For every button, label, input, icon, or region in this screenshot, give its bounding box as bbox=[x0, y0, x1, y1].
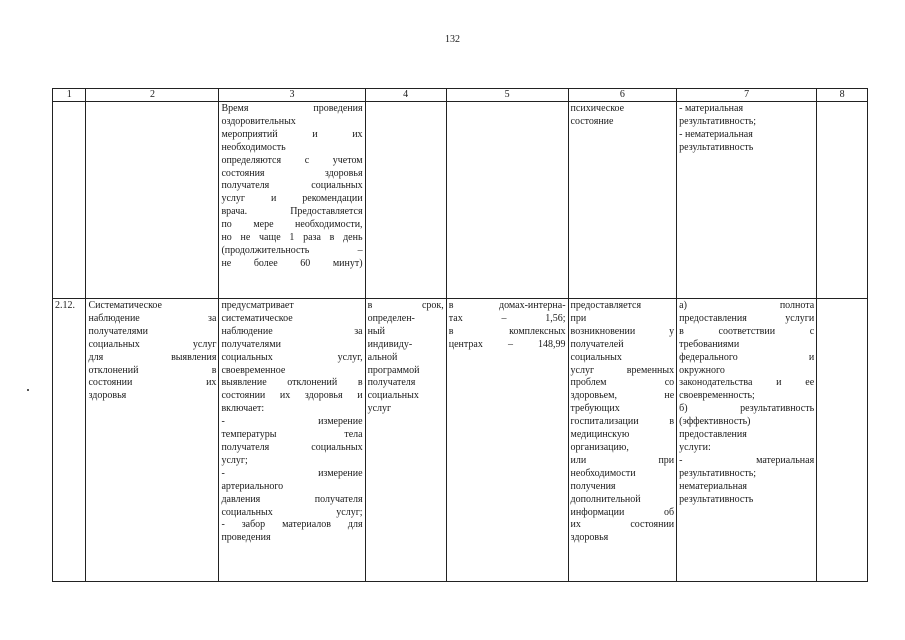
column-header: 4 bbox=[365, 89, 446, 102]
cell-word: определяются bbox=[221, 154, 282, 166]
cell-word: комплексных bbox=[509, 325, 566, 337]
cell-text-line bbox=[571, 416, 675, 429]
cell-text-line bbox=[679, 352, 814, 365]
cell-text-line bbox=[221, 245, 362, 258]
cell-text-line: психическое bbox=[570, 103, 625, 114]
cell-text-line: окружного bbox=[679, 364, 725, 376]
cell-text-line bbox=[221, 232, 362, 245]
cell-word: проблем bbox=[570, 377, 607, 389]
cell-text-line bbox=[679, 455, 814, 468]
cell-text-line bbox=[88, 313, 216, 326]
cell-word: со bbox=[664, 377, 675, 389]
cell-text-line: систематическое bbox=[221, 312, 293, 324]
cell-word: давления bbox=[221, 493, 261, 505]
cell-notes bbox=[817, 102, 868, 299]
cell-word: в bbox=[367, 300, 373, 311]
cell-word: 1 bbox=[289, 232, 295, 244]
cell-text-line bbox=[679, 403, 814, 416]
column-header: 8 bbox=[817, 89, 868, 102]
cell-number: 2.12. bbox=[53, 299, 86, 582]
services-table bbox=[52, 88, 868, 582]
cell-word: услуги bbox=[785, 312, 815, 324]
cell-text-line: медицинскую bbox=[570, 429, 630, 441]
cell-conditions bbox=[568, 102, 677, 299]
cell-word: не bbox=[664, 390, 675, 402]
cell-text-line bbox=[449, 313, 566, 326]
cell-word: мероприятий bbox=[221, 128, 278, 140]
cell-word: при bbox=[658, 454, 675, 466]
cell-word: об bbox=[664, 506, 675, 518]
cell-tariff bbox=[446, 299, 568, 582]
cell-word: измерение bbox=[318, 416, 363, 428]
cell-text-line: услуг bbox=[367, 403, 392, 415]
cell-word: - bbox=[221, 467, 225, 479]
cell-text-line bbox=[221, 390, 362, 403]
cell-word: ее bbox=[805, 377, 815, 389]
cell-word: здоровьем, bbox=[570, 390, 617, 402]
cell-word: результативность bbox=[740, 403, 815, 415]
column-header: 3 bbox=[219, 89, 365, 102]
cell-text-line bbox=[221, 180, 362, 193]
cell-tariff bbox=[446, 102, 568, 299]
cell-word: их bbox=[206, 377, 217, 389]
cell-word: в bbox=[669, 416, 675, 428]
cell-word: Время bbox=[221, 103, 249, 114]
cell-word: состоянии bbox=[88, 377, 133, 389]
cell-text-line bbox=[221, 507, 362, 520]
cell-word: за bbox=[354, 325, 363, 337]
cell-word: отклонений bbox=[287, 377, 338, 389]
cell-word: забор bbox=[241, 519, 266, 531]
cell-indicators bbox=[677, 299, 817, 582]
cell-text-line: Систематическое bbox=[88, 300, 162, 311]
cell-text-line bbox=[368, 300, 444, 313]
cell-word: домах-интерна- bbox=[498, 300, 566, 311]
cell-word: минут) bbox=[332, 257, 363, 269]
cell-word: измерение bbox=[318, 467, 363, 479]
cell-word: и bbox=[357, 390, 363, 402]
cell-word: услуг bbox=[192, 338, 217, 350]
cell-word: временных bbox=[626, 364, 675, 376]
cell-text-line: программой bbox=[367, 364, 420, 376]
cell-word: здоровья bbox=[304, 390, 343, 402]
cell-word: информации bbox=[570, 506, 625, 518]
cell-description bbox=[219, 102, 365, 299]
cell-indicators bbox=[677, 102, 817, 299]
cell-text-line bbox=[679, 326, 814, 339]
cell-word: с bbox=[809, 325, 815, 337]
cell-conditions bbox=[568, 299, 677, 582]
cell-text-line: социальных bbox=[570, 351, 622, 363]
cell-word: в bbox=[357, 377, 363, 389]
cell-text-line: требующих bbox=[570, 403, 620, 415]
cell-text-line: (эффективность) bbox=[679, 416, 751, 428]
cell-word: и bbox=[808, 351, 815, 363]
cell-word: здоровья bbox=[324, 167, 363, 179]
cell-word: необходимости, bbox=[295, 219, 363, 231]
cell-word: социальных bbox=[88, 338, 140, 350]
cell-word: материалов bbox=[282, 519, 331, 531]
cell-word: не bbox=[221, 257, 232, 269]
cell-word: – bbox=[501, 312, 507, 324]
cell-word: – bbox=[507, 338, 513, 350]
cell-word: состоянии bbox=[221, 390, 266, 402]
cell-text-line: здоровья bbox=[570, 532, 609, 544]
cell-word: но bbox=[221, 232, 232, 244]
cell-text-line: получателя bbox=[367, 377, 416, 389]
cell-text-line: получателями bbox=[221, 338, 281, 350]
cell-word: наблюдение bbox=[221, 325, 273, 337]
cell-word: законодательства bbox=[679, 377, 753, 389]
cell-text-line: здоровья bbox=[88, 390, 127, 402]
cell-word: в bbox=[329, 232, 335, 244]
cell-text-line bbox=[221, 219, 362, 232]
cell-word: центрах bbox=[448, 338, 483, 350]
cell-text-line bbox=[571, 390, 675, 403]
cell-text-line: включает: bbox=[221, 403, 265, 415]
cell-word: материальная bbox=[756, 454, 815, 466]
cell-text-line bbox=[221, 206, 362, 219]
cell-word: срок, bbox=[421, 300, 444, 311]
cell-word: социальных bbox=[311, 441, 363, 453]
cell-word: услуг bbox=[221, 193, 245, 205]
cell-text-line bbox=[571, 377, 675, 390]
cell-text-line bbox=[88, 377, 216, 390]
cell-text-line bbox=[221, 155, 362, 168]
cell-text-line: результативность; bbox=[679, 115, 757, 127]
cell-text-line bbox=[679, 377, 814, 390]
cell-word: состояния bbox=[221, 167, 265, 179]
cell-text-line bbox=[221, 494, 362, 507]
cell-word: рекомендации bbox=[302, 193, 363, 205]
cell-text-line bbox=[221, 377, 362, 390]
cell-text-line bbox=[571, 519, 675, 532]
cell-word: – bbox=[357, 244, 363, 256]
cell-text-line: услуги: bbox=[679, 441, 711, 453]
cell-text-line: предусматривает bbox=[221, 300, 294, 311]
cell-text-line: своевременное bbox=[221, 364, 286, 376]
cell-text-line bbox=[221, 429, 362, 442]
cell-word: не bbox=[240, 232, 251, 244]
column-header: 5 bbox=[446, 89, 568, 102]
cell-word: за bbox=[208, 312, 217, 324]
cell-text-line: - нематериальная bbox=[679, 128, 753, 140]
cell-text-line: получения bbox=[570, 480, 616, 492]
column-header: 6 bbox=[568, 89, 677, 102]
cell-text-line bbox=[679, 300, 814, 313]
cell-text-line: получателей bbox=[570, 338, 624, 350]
scan-speck bbox=[27, 389, 29, 391]
cell-word: для bbox=[88, 351, 104, 363]
cell-text-line: предоставляется bbox=[570, 300, 642, 311]
cell-text-line: - материальная bbox=[679, 103, 744, 114]
cell-text-line bbox=[88, 339, 216, 352]
cell-word: услуг; bbox=[336, 506, 363, 518]
cell-text-line: требованиями bbox=[679, 338, 740, 350]
cell-text-line bbox=[221, 258, 362, 271]
cell-text-line: получателями bbox=[88, 325, 148, 337]
cell-word: по bbox=[221, 219, 232, 231]
cell-word: для bbox=[347, 519, 363, 531]
cell-text-line: проведения bbox=[221, 532, 271, 544]
cell-word: 60 bbox=[300, 257, 311, 269]
cell-word: в bbox=[448, 300, 454, 311]
cell-text-line: социальных bbox=[367, 390, 419, 402]
cell-text-line: альной bbox=[367, 351, 398, 363]
page-number: 132 bbox=[445, 34, 460, 45]
cell-text-line bbox=[88, 365, 216, 378]
cell-word: возникновении bbox=[570, 325, 636, 337]
cell-text-line bbox=[221, 129, 362, 142]
cell-word: в bbox=[448, 325, 454, 337]
cell-word: с bbox=[304, 154, 310, 166]
cell-text-line: результативность; bbox=[679, 467, 757, 479]
cell-text-line: услуг; bbox=[221, 454, 248, 466]
cell-text-line bbox=[449, 300, 566, 313]
cell-word: и bbox=[270, 193, 277, 205]
cell-word: их bbox=[570, 519, 581, 531]
column-header: 7 bbox=[677, 89, 817, 102]
cell-text-line bbox=[221, 468, 362, 481]
cell-word: социальных bbox=[311, 180, 363, 192]
cell-service-name bbox=[86, 299, 219, 582]
cell-text-line bbox=[571, 507, 675, 520]
column-number-row bbox=[53, 89, 868, 102]
cell-word: в bbox=[679, 325, 684, 337]
cell-text-line bbox=[571, 365, 675, 378]
cell-word: госпитализации bbox=[570, 416, 639, 428]
cell-text-line bbox=[221, 168, 362, 181]
cell-word: получателя bbox=[221, 180, 270, 192]
cell-text-line bbox=[679, 313, 814, 326]
cell-word: тела bbox=[344, 429, 363, 441]
cell-word: в bbox=[211, 364, 217, 376]
cell-text-line: результативность bbox=[679, 141, 754, 153]
cell-word: выявление bbox=[221, 377, 267, 389]
cell-text-line bbox=[221, 193, 362, 206]
cell-word: услуг bbox=[570, 364, 595, 376]
cell-description bbox=[219, 299, 365, 582]
cell-text-line bbox=[571, 326, 675, 339]
cell-word: (продолжительность bbox=[221, 244, 310, 256]
cell-text-line: при bbox=[570, 312, 587, 324]
cell-word: - bbox=[221, 519, 225, 531]
cell-word: получателя bbox=[221, 441, 270, 453]
cell-word: соответствии bbox=[718, 325, 776, 337]
cell-word: Предоставляется bbox=[290, 206, 363, 218]
cell-text-line: необходимость bbox=[221, 141, 286, 153]
cell-word: и bbox=[312, 128, 318, 140]
cell-word: и bbox=[776, 377, 782, 389]
cell-text-line bbox=[221, 352, 362, 365]
cell-text-line: оздоровительных bbox=[221, 115, 296, 127]
cell-word: тах bbox=[448, 312, 463, 324]
cell-word: раза bbox=[303, 232, 321, 244]
cell-deadline bbox=[365, 102, 446, 299]
cell-text-line: нематериальная bbox=[679, 480, 747, 492]
cell-text-line bbox=[449, 326, 566, 339]
cell-text-line: результативность bbox=[679, 493, 754, 505]
cell-number bbox=[53, 102, 86, 299]
cell-text-line: дополнительной bbox=[570, 493, 641, 505]
cell-word: 1,56; bbox=[545, 312, 566, 324]
cell-word: наблюдение bbox=[88, 312, 140, 324]
cell-word: выявления bbox=[171, 351, 217, 363]
cell-word: чаще bbox=[259, 232, 281, 244]
cell-text-line: состояние bbox=[570, 115, 614, 127]
cell-word: - bbox=[679, 454, 683, 466]
cell-word: получателя bbox=[314, 493, 363, 505]
cell-deadline bbox=[365, 299, 446, 582]
cell-text-line: индивиду- bbox=[367, 338, 413, 350]
column-header: 2 bbox=[86, 89, 219, 102]
cell-word: б) bbox=[679, 403, 688, 415]
cell-text-line: необходимости bbox=[570, 467, 636, 479]
column-header: 1 bbox=[53, 89, 86, 102]
cell-text-line bbox=[221, 519, 362, 532]
cell-text-line bbox=[221, 442, 362, 455]
cell-text-line bbox=[221, 326, 362, 339]
cell-word: врача. bbox=[221, 206, 248, 218]
cell-word: их bbox=[352, 128, 363, 140]
cell-word: а) bbox=[679, 300, 687, 311]
cell-text-line: определен- bbox=[367, 312, 415, 324]
cell-text-line: своевременность; bbox=[679, 390, 755, 402]
cell-text-line bbox=[571, 455, 675, 468]
cell-word: проведения bbox=[313, 103, 363, 114]
cell-word: их bbox=[279, 390, 291, 402]
cell-word: учетом bbox=[332, 154, 363, 166]
cell-text-line bbox=[88, 352, 216, 365]
cell-text-line bbox=[449, 339, 566, 352]
cell-word: или bbox=[570, 454, 587, 466]
cell-word: у bbox=[669, 325, 675, 337]
cell-word: состоянии bbox=[630, 519, 675, 531]
cell-notes bbox=[817, 299, 868, 582]
cell-word: федерального bbox=[679, 351, 738, 363]
cell-word: 148,99 bbox=[538, 338, 566, 350]
cell-word: отклонений bbox=[88, 364, 139, 376]
cell-word: температуры bbox=[221, 429, 277, 441]
cell-word: день bbox=[343, 232, 363, 244]
cell-text-line: ный bbox=[367, 325, 385, 337]
cell-word: полнота bbox=[779, 300, 815, 311]
cell-word: более bbox=[253, 257, 278, 269]
cell-word: социальных bbox=[221, 351, 273, 363]
cell-word: мере bbox=[253, 219, 274, 231]
cell-service-name bbox=[86, 102, 219, 299]
table-row-continuation bbox=[53, 102, 868, 299]
cell-word: предоставления bbox=[679, 312, 747, 324]
table-row-2-12 bbox=[53, 299, 868, 582]
cell-word: услуг, bbox=[337, 351, 363, 363]
cell-text-line: организацию, bbox=[570, 441, 629, 453]
cell-text-line: предоставления bbox=[679, 429, 747, 441]
cell-word: социальных bbox=[221, 506, 273, 518]
cell-text-line bbox=[221, 103, 362, 116]
cell-word: - bbox=[221, 416, 225, 428]
cell-text-line bbox=[221, 416, 362, 429]
cell-text-line: артериального bbox=[221, 480, 284, 492]
